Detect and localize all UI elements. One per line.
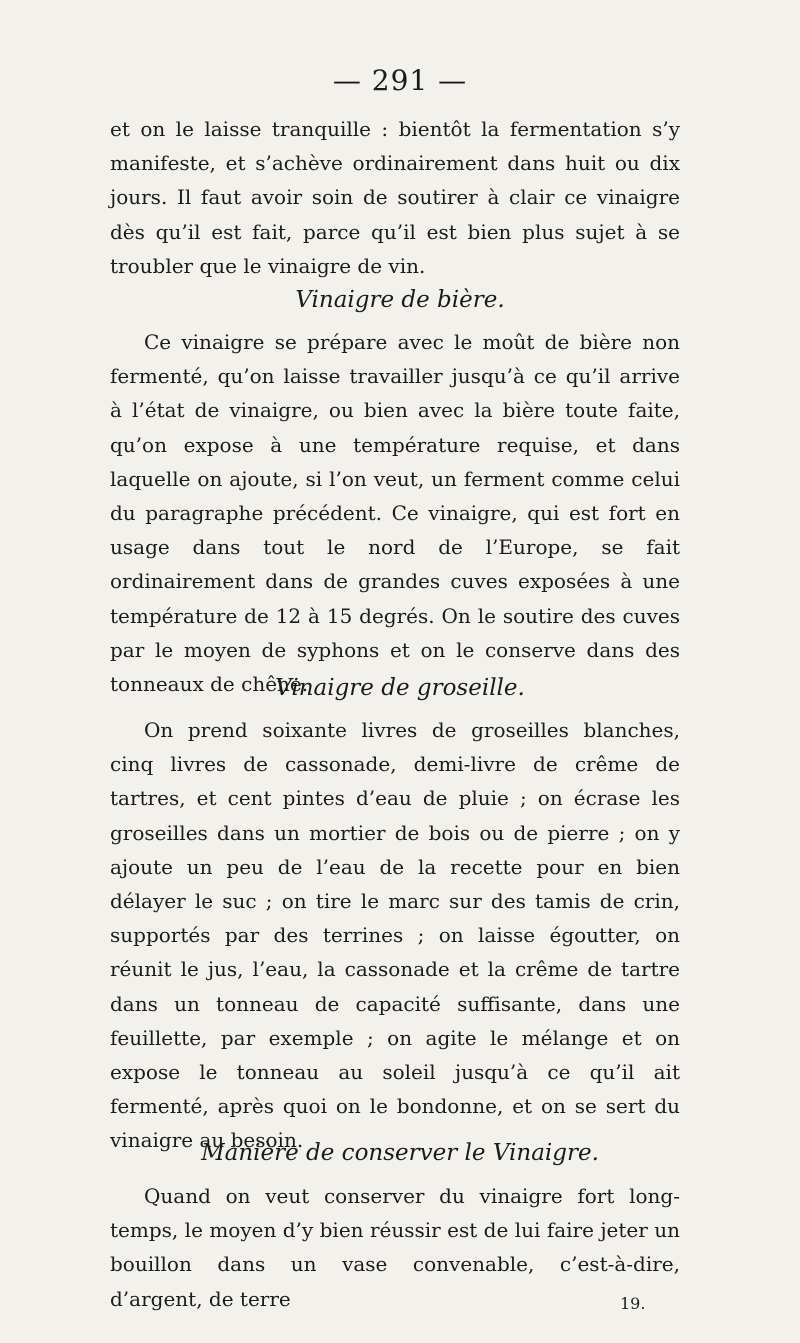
signature-mark: 19. [620,1294,646,1313]
paragraph-vinaigre-de-groseille [110,713,680,1158]
paragraph-maniere-de-conserver [110,1179,680,1316]
heading-maniere-de-conserver: Manière de conserver le Vinaigre. [201,1140,599,1166]
paragraph-text: On prend soixante livres de groseilles blanches, cinq livres de cassonade, demi-livre de crême de tartres, et cent pintes d’eau de pluie ; on écrase les groseilles dans un mortier de bois ou de pierre ; on y ajoute un peu de l’eau de la recette pour en bien délayer le suc ; on tire le marc sur des tamis de crin, supportés par des terrines ; on laisse égoutter, on réunit le jus, l’eau, la cassonade et la crême de tartre dans un tonneau de capacité suffisante, dans une feuillette, par exemple ; on agite le mélange et on expose le tonneau au soleil jusqu’à ce qu’il ait fermenté, après quoi on le bondonne, et on se sert du vinaigre au besoin. [110,718,680,1153]
paragraph-vinaigre-de-biere [110,325,680,701]
paragraph-continuation [110,112,680,283]
paragraph-text: Quand on veut conserver du vinaigre fort long-temps, le moyen d’y bien réussir est de lui faire jeter un bouillon dans un vase convenable, c’est-à-dire, d’argent, de terre [110,1184,680,1311]
paragraph-text: et on le laisse tranquille : bientôt la fermentation s’y manifeste, et s’achève ordinairement dans huit ou dix jours. Il faut avoir soin de soutirer à clair ce vinaigre dès qu’il est fait, parce qu’il est bien plus sujet à se troubler que le vinaigre de vin. [110,117,680,278]
page-number: — 291 — [332,64,468,97]
heading-vinaigre-de-biere: Vinaigre de bière. [295,287,505,313]
paragraph-text: Ce vinaigre se prépare avec le moût de bière non fermenté, qu’on laisse travailler jusqu’à ce qu’il arrive à l’état de vinaigre, ou bien avec la bière toute faite, qu’on expose à une température requise, et dans laquelle on ajoute, si l’on veut, un ferment comme celui du paragraphe précédent. Ce vinaigre, qui est fort en usage dans tout le nord de l’Europe, se fait ordinairement dans de grandes cuves exposées à une température de 12 à 15 degrés. On le soutire des cuves par le moyen de syphons et on le conserve dans des tonneaux de chêne. [110,330,680,697]
heading-vinaigre-de-groseille: Vinaigre de groseille. [275,675,525,701]
